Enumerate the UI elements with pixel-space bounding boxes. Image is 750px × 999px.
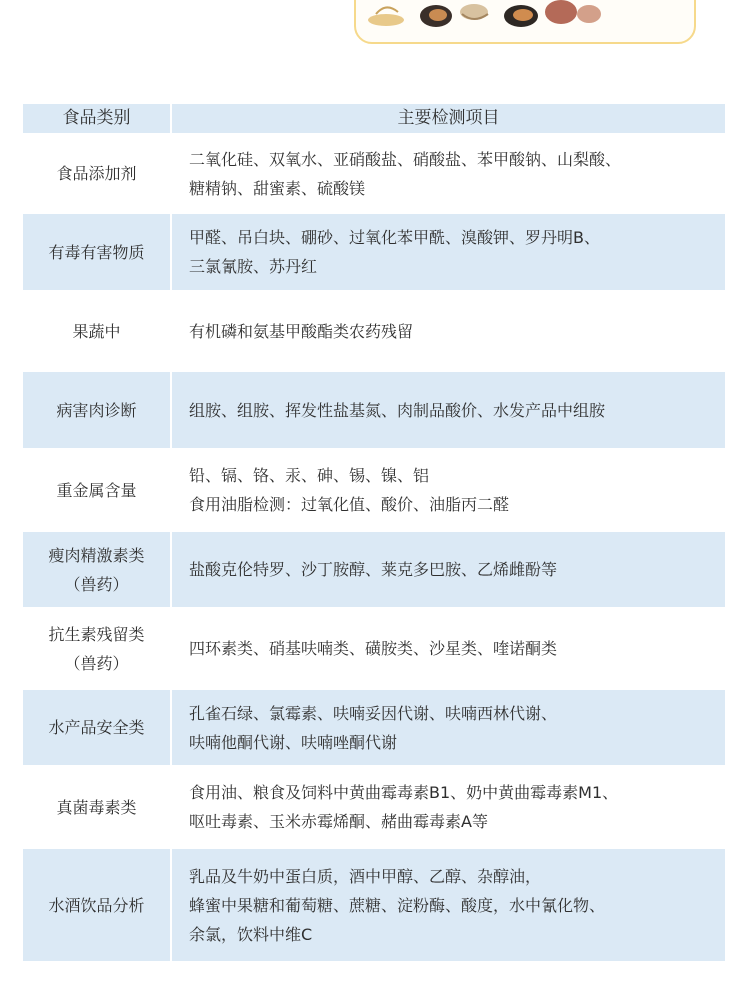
food-testing-table: [23, 104, 725, 963]
header-category: [23, 104, 170, 133]
items-line: 甲醛、吊白块、硼砂、过氧化苯甲酰、溴酸钾、罗丹明B、: [189, 228, 600, 247]
items-line: 乳品及牛奶中蛋白质，酒中甲醇、乙醇、杂醇油，: [189, 866, 542, 886]
items-line: 铅、镉、铬、汞、砷、锡、镍、铝: [189, 466, 430, 485]
items-line: 组胺、组胺、挥发性盐基氮、肉制品酸价、水发产品中组胺: [189, 400, 606, 420]
category-label: 果蔬中: [72, 321, 121, 341]
items-line: 有机磷和氨基甲酸酯类农药残留: [189, 321, 414, 341]
items-cell: [172, 849, 725, 961]
items-cell: [172, 214, 725, 290]
table-row: [23, 849, 725, 961]
items-line: 盐酸克伦特罗、沙丁胺醇、莱克多巴胺、乙烯雌酚等: [189, 560, 558, 579]
header-items-label: 主要检测项目: [397, 108, 500, 128]
items-line: 食用油脂检测：过氧化值、酸价、油脂丙二醛: [189, 495, 510, 514]
items-line: 蜂蜜中果糖和葡萄糖、蔗糖、淀粉酶、酸度，水中氰化物、: [189, 895, 606, 915]
category-label: 抗生素残留类: [48, 624, 145, 644]
table-row: [23, 292, 725, 370]
table-row: [23, 214, 725, 290]
category-label: 水酒饮品分析: [48, 895, 145, 915]
seafood-image-card: [354, 0, 696, 44]
items-cell: [172, 690, 725, 765]
category-cell: [23, 609, 170, 688]
category-sublabel: （兽药）: [64, 653, 129, 673]
items-cell: [172, 767, 725, 847]
items-line: 糖精钠、甜蜜素、硫酸镁: [189, 178, 366, 198]
table-row: [23, 135, 725, 212]
items-line: 三氯氰胺、苏丹红: [189, 257, 318, 276]
items-line: 食用油、粮食及饲料中黄曲霉毒素B1、奶中黄曲霉毒素M1、: [189, 783, 619, 802]
items-cell: [172, 292, 725, 370]
category-cell: [23, 372, 170, 448]
category-cell: [23, 849, 170, 961]
category-label: 水产品安全类: [48, 718, 145, 737]
table-row: [23, 372, 725, 448]
table-row: [23, 767, 725, 847]
category-cell: [23, 292, 170, 370]
header-category-label: 食品类别: [62, 108, 131, 128]
table-header-row: [23, 104, 725, 133]
category-label: 食品添加剂: [56, 164, 137, 183]
table-row: [23, 450, 725, 530]
category-cell: [23, 532, 170, 607]
category-label: 瘦肉精激素类: [48, 545, 145, 565]
category-cell: [23, 450, 170, 530]
category-label: 真菌毒素类: [56, 797, 137, 817]
category-cell: [23, 135, 170, 212]
category-label: 有毒有害物质: [48, 242, 145, 262]
table-row: [23, 690, 725, 765]
items-line: 呋喃他酮代谢、呋喃唑酮代谢: [189, 732, 398, 752]
table-row: [23, 609, 725, 688]
seafood-illustration: [356, 0, 696, 44]
items-line: 二氧化硅、双氧水、亚硝酸盐、硝酸盐、苯甲酸钠、山梨酸、: [189, 149, 622, 169]
category-sublabel: （兽药）: [64, 574, 129, 594]
category-cell: [23, 690, 170, 765]
category-label: 重金属含量: [56, 480, 137, 500]
items-line: 余氯，饮料中维C: [189, 924, 313, 944]
items-cell: [172, 609, 725, 688]
items-cell: [172, 135, 725, 212]
category-cell: [23, 214, 170, 290]
items-cell: [172, 372, 725, 448]
items-cell: [172, 450, 725, 530]
table-row: [23, 532, 725, 607]
items-line: 呕吐毒素、玉米赤霉烯酮、赭曲霉毒素A等: [189, 812, 488, 831]
category-label: 病害肉诊断: [56, 400, 137, 420]
category-cell: [23, 767, 170, 847]
items-line: 孔雀石绿、氯霉素、呋喃妥因代谢、呋喃西林代谢、: [189, 703, 558, 723]
items-cell: [172, 532, 725, 607]
items-line: 四环素类、硝基呋喃类、磺胺类、沙星类、喹诺酮类: [189, 639, 558, 658]
header-items: [172, 104, 725, 133]
